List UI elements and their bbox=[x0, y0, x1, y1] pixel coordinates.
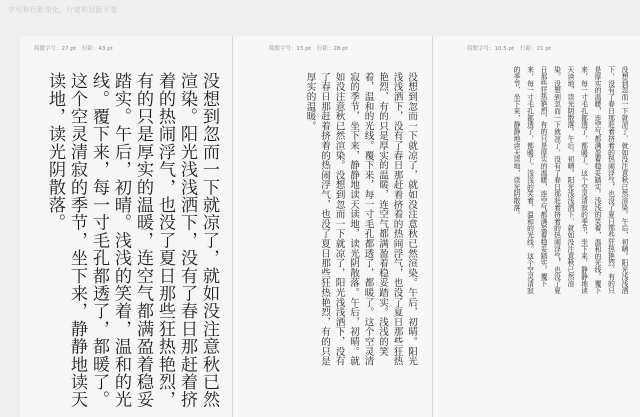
leading-label: 行距：28 pt bbox=[316, 46, 348, 52]
sample-page-medium bbox=[232, 36, 432, 417]
type-spec bbox=[269, 44, 348, 52]
sample-page-small bbox=[432, 36, 640, 417]
type-spec bbox=[34, 44, 113, 52]
sample-page-large bbox=[20, 36, 232, 417]
type-spec bbox=[467, 44, 551, 52]
vertical-body-text: 没想到忽而一下就凉了，就如没注意秋已然渲染。午后，初晴。阳光浅浅洒下，没有了春日那赶着挤着的热闹浮气，也没了夏日那些狂热艳烈，有的只是厚实的温暖，连空气都满盈着稳妥踏实。浅浅的笑着，温和的光线。覆下来，每一寸毛孔都透了，都暖了。这个空灵清寂的季节，坐下来，静静地读天读地，读光阴散落。午后，初晴。阳光浅浅洒下，就如没注意秋已然渲染。没想到忽而一下就凉了，没有了春日那赶着挤着的热闹浮气，也没了夏日那些狂热艳烈，有的只是厚实的温暖，连空气都满盈着稳妥踏实。覆下来，每一寸毛孔都透了，都暖了。浅浅的笑着，温和的光线。这个空灵清寂的季节，坐下来，静静地读天读地，读光阴散落。 bbox=[512, 66, 628, 294]
font-size-label: 简繁字号：15 pt bbox=[269, 46, 311, 52]
figure-caption: 字号和行距变化，行宽和间距不变 bbox=[8, 6, 118, 14]
font-size-label: 简繁字号：27 pt bbox=[34, 46, 76, 52]
vertical-body-text: 没想到忽而一下就凉了，就如没注意秋已然渲染。午后，初晴。阳光浅浅洒下，没有了春日那赶着挤着的热闹浮气，也没了夏日那些狂热艳烈，有的只是厚实的温暖，连空气都满盈着稳妥踏实。浅浅的笑着，温和的光线。覆下来，每一寸毛孔都透了，都暖了。这个空灵清寂的季节，坐下来，静静地读天读地，读光阴散落。午后，初晴。就如没注意秋已然渲染。没想到忽而一下就凉了，阳光浅浅洒下，没有了春日那赶着挤着的热闹浮气，也没了夏日那些狂热艳烈，有的只是厚实的温暖。 bbox=[304, 72, 417, 366]
leading-label: 行距：43 pt bbox=[81, 46, 113, 52]
leading-label: 行距：21 pt bbox=[520, 46, 552, 52]
vertical-body-text: 没想到忽而一下就凉了，就如没注意秋已然渲染。阳光浅浅洒下，没有了春日那赶着挤着的热闹浮气，也没了夏日那些狂热艳烈，有的只是厚实的温暖，连空气都满盈着稳妥踏实。午后，初晴。浅浅的笑着，温和的光线。覆下来，每一寸毛孔都透了，都暖了。这个空灵清寂的季节，坐下来，静静地读天读地，读光阴散落。 bbox=[45, 72, 219, 409]
font-size-label: 简繁字号：10.5 pt bbox=[467, 46, 515, 52]
